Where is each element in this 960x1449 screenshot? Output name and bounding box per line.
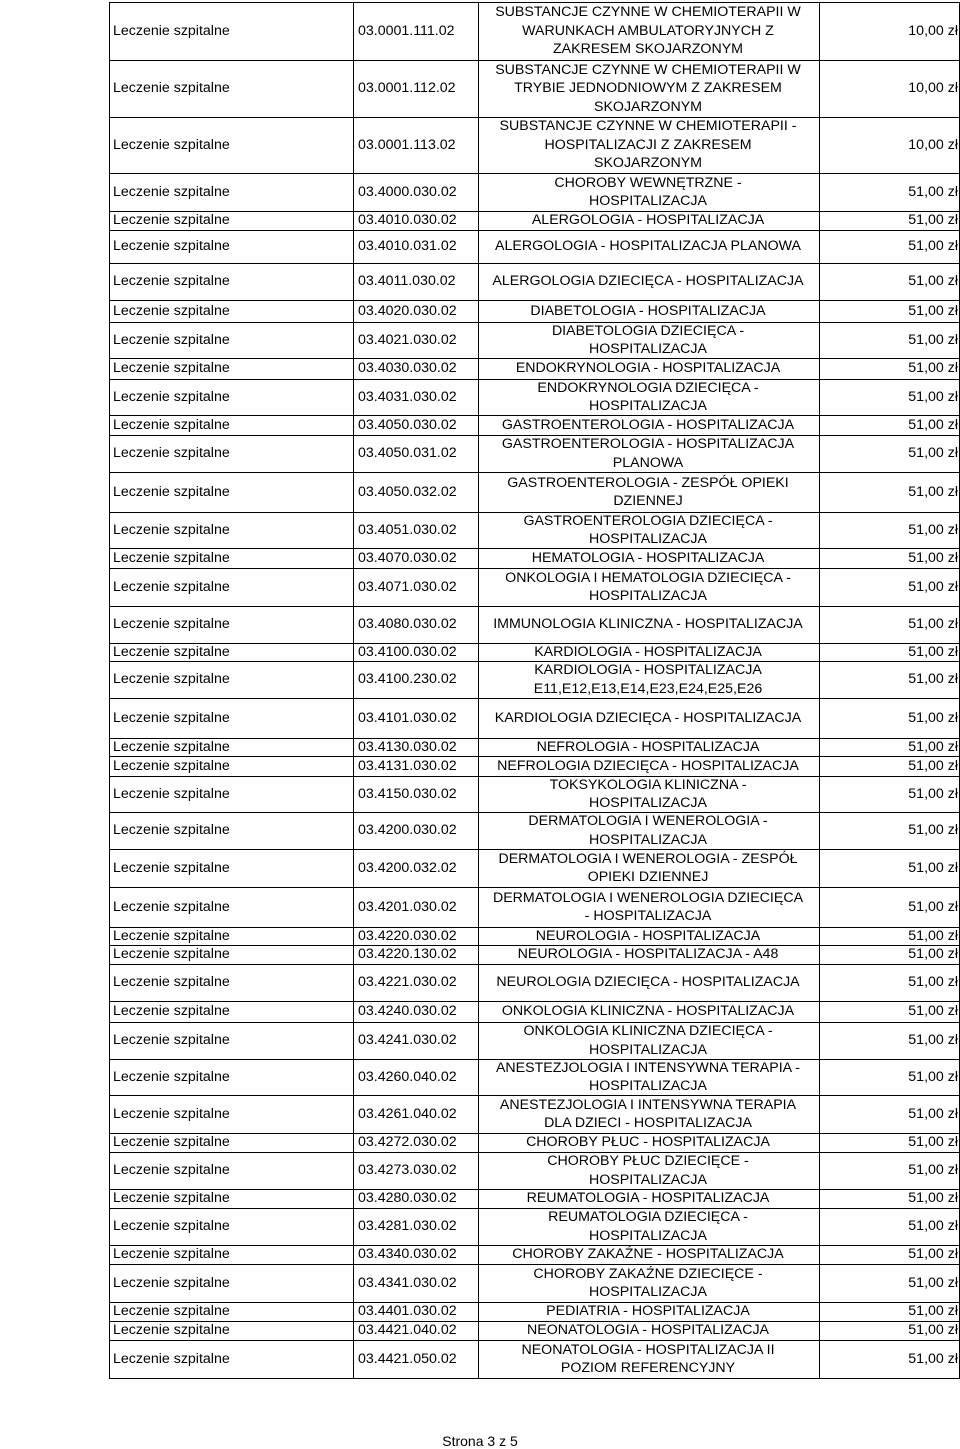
page-number: Strona 3 z 5 bbox=[442, 1433, 518, 1449]
price-cell: 51,00 zł bbox=[908, 388, 958, 405]
price-cell: 51,00 zł bbox=[908, 445, 958, 462]
name-cell bbox=[479, 272, 817, 291]
price-cell: 51,00 zł bbox=[908, 671, 958, 688]
name-line: HOSPITALIZACJA bbox=[589, 1041, 707, 1058]
category-cell: Leczenie szpitalne bbox=[113, 709, 230, 726]
name-line: CHOROBY WEWNĘTRZNE - bbox=[554, 174, 742, 191]
price-cell: 51,00 zł bbox=[908, 1218, 958, 1235]
name-line: E11,E12,E13,E14,E23,E24,E25,E26 bbox=[533, 680, 763, 697]
name-cell bbox=[479, 174, 817, 211]
name-line: GASTROENTEROLOGIA DZIECIĘCA - bbox=[523, 512, 773, 529]
price-cell: 51,00 zł bbox=[908, 1246, 958, 1263]
name-cell bbox=[479, 945, 817, 964]
category-cell: Leczenie szpitalne bbox=[113, 183, 230, 200]
price-cell: 51,00 zł bbox=[908, 360, 958, 377]
code-cell: 03.4200.032.02 bbox=[358, 859, 457, 876]
name-cell bbox=[479, 61, 817, 117]
category-cell: Leczenie szpitalne bbox=[113, 416, 230, 433]
name-cell bbox=[479, 3, 817, 59]
category-cell: Leczenie szpitalne bbox=[113, 22, 230, 39]
name-line: KARDIOLOGIA - HOSPITALIZACJA bbox=[534, 643, 762, 660]
category-cell: Leczenie szpitalne bbox=[113, 388, 230, 405]
table-row bbox=[109, 606, 960, 643]
name-line: GASTROENTEROLOGIA - HOSPITALIZACJA bbox=[501, 416, 795, 433]
code-cell: 03.4051.030.02 bbox=[358, 521, 457, 538]
code-cell: 03.4050.031.02 bbox=[358, 445, 457, 462]
table-row bbox=[109, 173, 960, 211]
category-cell: Leczenie szpitalne bbox=[113, 578, 230, 595]
name-cell bbox=[479, 549, 817, 568]
category-cell: Leczenie szpitalne bbox=[113, 1303, 230, 1320]
code-cell: 03.4130.030.02 bbox=[358, 738, 457, 755]
table-row bbox=[109, 776, 960, 812]
code-cell: 03.0001.112.02 bbox=[358, 80, 456, 97]
table-row bbox=[109, 1208, 960, 1245]
name-cell bbox=[479, 1022, 817, 1059]
price-cell: 51,00 zł bbox=[908, 785, 958, 802]
code-cell: 03.4150.030.02 bbox=[358, 785, 457, 802]
price-cell: 51,00 zł bbox=[908, 898, 958, 915]
category-cell: Leczenie szpitalne bbox=[113, 738, 230, 755]
name-line: CHOROBY ZAKAŹNE DZIECIĘCE - bbox=[533, 1265, 763, 1282]
code-cell: 03.4281.030.02 bbox=[358, 1218, 457, 1235]
code-cell: 03.4031.030.02 bbox=[358, 388, 457, 405]
code-cell: 03.0001.113.02 bbox=[358, 136, 456, 153]
name-line: NEONATOLOGIA - HOSPITALIZACJA bbox=[526, 1322, 770, 1339]
table-row bbox=[109, 415, 960, 435]
name-line: HOSPITALIZACJA bbox=[589, 398, 707, 414]
name-cell bbox=[479, 1208, 817, 1245]
table-row bbox=[109, 472, 960, 512]
name-line: PEDIATRIA - HOSPITALIZACJA bbox=[546, 1303, 750, 1320]
name-line: DIABETOLOGIA DZIECIĘCA - bbox=[551, 322, 745, 339]
price-cell: 51,00 zł bbox=[908, 1162, 958, 1179]
code-cell: 03.4260.040.02 bbox=[358, 1068, 457, 1085]
name-cell bbox=[479, 757, 817, 776]
name-cell bbox=[479, 1341, 817, 1378]
category-cell: Leczenie szpitalne bbox=[113, 238, 230, 255]
table-row bbox=[109, 945, 960, 964]
table-row bbox=[109, 117, 960, 173]
name-cell bbox=[479, 973, 817, 992]
category-cell: Leczenie szpitalne bbox=[113, 1190, 230, 1207]
name-cell bbox=[479, 709, 817, 728]
price-cell: 51,00 zł bbox=[908, 1068, 958, 1085]
price-cell: 51,00 zł bbox=[908, 738, 958, 755]
category-cell: Leczenie szpitalne bbox=[113, 80, 230, 97]
name-line: HOSPITALIZACJI Z ZAKRESEM bbox=[544, 136, 752, 153]
name-line: DERMATOLOGIA I WENEROLOGIA - ZESPÓŁ bbox=[498, 850, 798, 867]
table-row bbox=[109, 661, 960, 698]
category-cell: Leczenie szpitalne bbox=[113, 136, 230, 153]
price-cell: 51,00 zł bbox=[908, 974, 958, 991]
table-row bbox=[109, 358, 960, 379]
name-line: ENDOKRYNOLOGIA - HOSPITALIZACJA bbox=[515, 360, 781, 377]
name-cell bbox=[479, 1189, 817, 1208]
table-row bbox=[109, 1302, 960, 1321]
table-row bbox=[109, 568, 960, 606]
category-cell: Leczenie szpitalne bbox=[113, 757, 230, 774]
name-line: SUBSTANCJE CZYNNE W CHEMIOTERAPII W bbox=[495, 61, 801, 78]
table-row bbox=[109, 1133, 960, 1152]
table-row bbox=[109, 512, 960, 548]
category-cell: Leczenie szpitalne bbox=[113, 483, 230, 500]
name-line: ONKOLOGIA KLINICZNA DZIECIĘCA - bbox=[523, 1023, 773, 1039]
category-cell: Leczenie szpitalne bbox=[113, 549, 230, 566]
code-cell: 03.4273.030.02 bbox=[358, 1162, 457, 1179]
name-cell bbox=[479, 1245, 817, 1264]
name-cell bbox=[479, 738, 817, 757]
code-cell: 03.4080.030.02 bbox=[358, 616, 457, 633]
name-line: DLA DZIECI - HOSPITALIZACJA bbox=[544, 1115, 752, 1131]
name-line: HOSPITALIZACJA bbox=[589, 1078, 707, 1094]
table-row bbox=[109, 887, 960, 927]
name-line: DIABETOLOGIA - HOSPITALIZACJA bbox=[530, 302, 766, 319]
name-cell bbox=[479, 661, 817, 698]
name-line: PLANOWA bbox=[612, 454, 684, 471]
code-cell: 03.4261.040.02 bbox=[358, 1105, 457, 1122]
price-cell: 51,00 zł bbox=[908, 1350, 958, 1367]
name-line: HEMATOLOGIA - HOSPITALIZACJA bbox=[531, 549, 765, 566]
category-cell: Leczenie szpitalne bbox=[113, 859, 230, 876]
name-line: REUMATOLOGIA DZIECIĘCA - bbox=[548, 1209, 748, 1225]
name-line: NEUROLOGIA DZIECIĘCA - HOSPITALIZACJA bbox=[496, 974, 800, 991]
table-row bbox=[109, 812, 960, 849]
category-cell: Leczenie szpitalne bbox=[113, 1105, 230, 1122]
code-cell: 03.4340.030.02 bbox=[358, 1246, 457, 1263]
name-cell bbox=[479, 359, 817, 378]
category-cell: Leczenie szpitalne bbox=[113, 1218, 230, 1235]
table-row bbox=[109, 1340, 960, 1378]
table-row bbox=[109, 1321, 960, 1340]
category-cell: Leczenie szpitalne bbox=[113, 331, 230, 348]
price-cell: 51,00 zł bbox=[908, 859, 958, 876]
name-line: DERMATOLOGIA I WENEROLOGIA DZIECIĘCA bbox=[492, 889, 804, 906]
code-cell: 03.4021.030.02 bbox=[358, 331, 457, 348]
name-line: KARDIOLOGIA DZIECIĘCA - HOSPITALIZACJA bbox=[494, 709, 802, 726]
name-line: POZIOM REFERENCYJNY bbox=[560, 1360, 736, 1376]
price-cell: 51,00 zł bbox=[908, 302, 958, 319]
price-cell: 51,00 zł bbox=[908, 1322, 958, 1339]
code-cell: 03.4100.030.02 bbox=[358, 643, 457, 660]
name-line: CHOROBY PŁUC - HOSPITALIZACJA bbox=[526, 1134, 770, 1151]
name-line: HOSPITALIZACJA bbox=[589, 531, 707, 547]
name-line: SUBSTANCJE CZYNNE W CHEMIOTERAPII - bbox=[499, 118, 797, 135]
name-cell bbox=[479, 512, 817, 549]
category-cell: Leczenie szpitalne bbox=[113, 898, 230, 915]
name-line: HOSPITALIZACJA bbox=[589, 588, 707, 604]
name-cell bbox=[479, 416, 817, 435]
category-cell: Leczenie szpitalne bbox=[113, 1246, 230, 1263]
category-cell: Leczenie szpitalne bbox=[113, 1274, 230, 1291]
name-line: HOSPITALIZACJA bbox=[589, 341, 707, 357]
price-cell: 10,00 zł bbox=[908, 22, 958, 39]
name-line: REUMATOLOGIA - HOSPITALIZACJA bbox=[526, 1190, 770, 1207]
price-cell: 51,00 zł bbox=[908, 521, 958, 538]
name-line: TRYBIE JEDNODNIOWYM Z ZAKRESEM bbox=[514, 80, 782, 97]
price-cell: 51,00 zł bbox=[908, 1105, 958, 1122]
price-cell: 51,00 zł bbox=[908, 822, 958, 839]
name-line: NEONATOLOGIA - HOSPITALIZACJA II bbox=[521, 1341, 775, 1358]
code-cell: 03.4421.040.02 bbox=[358, 1322, 457, 1339]
table-row bbox=[109, 849, 960, 887]
category-cell: Leczenie szpitalne bbox=[113, 521, 230, 538]
code-cell: 03.4011.030.02 bbox=[358, 273, 456, 290]
code-cell: 03.4201.030.02 bbox=[358, 898, 457, 915]
price-cell: 51,00 zł bbox=[908, 1190, 958, 1207]
name-cell bbox=[479, 927, 817, 946]
code-cell: 03.4101.030.02 bbox=[358, 709, 457, 726]
name-cell bbox=[479, 643, 817, 662]
category-cell: Leczenie szpitalne bbox=[113, 360, 230, 377]
code-cell: 03.4280.030.02 bbox=[358, 1190, 457, 1207]
code-cell: 03.4421.050.02 bbox=[358, 1350, 457, 1367]
price-cell: 51,00 zł bbox=[908, 1032, 958, 1049]
name-line: ONKOLOGIA KLINICZNA - HOSPITALIZACJA bbox=[501, 1003, 795, 1020]
name-line: HOSPITALIZACJA bbox=[589, 1227, 707, 1244]
price-cell: 51,00 zł bbox=[908, 183, 958, 200]
name-line: HOSPITALIZACJA bbox=[589, 193, 707, 209]
name-line: ALERGOLOGIA DZIECIĘCA - HOSPITALIZACJA bbox=[492, 273, 804, 290]
price-cell: 51,00 zł bbox=[908, 1303, 958, 1320]
name-line: NEUROLOGIA - HOSPITALIZACJA bbox=[535, 927, 761, 944]
name-line: GASTROENTEROLOGIA - ZESPÓŁ OPIEKI bbox=[507, 474, 789, 491]
name-cell bbox=[479, 117, 817, 173]
code-cell: 03.4071.030.02 bbox=[358, 578, 457, 595]
price-cell: 10,00 zł bbox=[908, 80, 958, 97]
category-cell: Leczenie szpitalne bbox=[113, 1350, 230, 1367]
name-cell bbox=[479, 812, 817, 849]
name-cell bbox=[479, 615, 817, 634]
table-row bbox=[109, 964, 960, 1001]
code-cell: 03.4240.030.02 bbox=[358, 1003, 457, 1020]
table-row bbox=[109, 1189, 960, 1208]
table-row bbox=[109, 698, 960, 738]
name-line: SKOJARZONYM bbox=[594, 98, 702, 115]
name-line: TOKSYKOLOGIA KLINICZNA - bbox=[549, 776, 747, 793]
name-cell bbox=[479, 1096, 817, 1133]
name-line: SUBSTANCJE CZYNNE W CHEMIOTERAPII W bbox=[495, 4, 801, 21]
table-row bbox=[109, 1001, 960, 1022]
name-cell bbox=[479, 1133, 817, 1152]
table-row bbox=[109, 263, 960, 300]
price-cell: 51,00 zł bbox=[908, 483, 958, 500]
code-cell: 03.4272.030.02 bbox=[358, 1134, 457, 1151]
price-cell: 51,00 zł bbox=[908, 927, 958, 944]
code-cell: 03.4200.030.02 bbox=[358, 822, 457, 839]
category-cell: Leczenie szpitalne bbox=[113, 1162, 230, 1179]
code-cell: 03.4341.030.02 bbox=[358, 1274, 457, 1291]
table-row bbox=[109, 1264, 960, 1302]
price-cell: 51,00 zł bbox=[908, 331, 958, 348]
price-cell: 51,00 zł bbox=[908, 578, 958, 595]
name-line: WARUNKACH AMBULATORYJNYCH Z bbox=[522, 22, 774, 39]
category-cell: Leczenie szpitalne bbox=[113, 273, 230, 290]
price-cell: 51,00 zł bbox=[908, 1134, 958, 1151]
price-cell: 51,00 zł bbox=[908, 1274, 958, 1291]
name-line: ONKOLOGIA I HEMATOLOGIA DZIECIĘCA - bbox=[505, 569, 791, 586]
name-line: CHOROBY ZAKAŹNE - HOSPITALIZACJA bbox=[512, 1246, 784, 1263]
table-row bbox=[109, 60, 960, 117]
price-cell: 51,00 zł bbox=[908, 709, 958, 726]
category-cell: Leczenie szpitalne bbox=[113, 785, 230, 802]
category-cell: Leczenie szpitalne bbox=[113, 1003, 230, 1020]
table-row bbox=[109, 1059, 960, 1095]
table-row bbox=[109, 927, 960, 945]
table-row bbox=[109, 2, 960, 60]
table-row bbox=[109, 435, 960, 472]
category-cell: Leczenie szpitalne bbox=[113, 302, 230, 319]
name-line: CHOROBY PŁUC DZIECIĘCE - bbox=[547, 1153, 749, 1169]
name-line: ZAKRESEM SKOJARZONYM bbox=[553, 41, 743, 58]
table-row bbox=[109, 1245, 960, 1264]
name-cell bbox=[479, 889, 817, 926]
code-cell: 03.4401.030.02 bbox=[358, 1303, 457, 1320]
name-line: DERMATOLOGIA I WENEROLOGIA - bbox=[528, 813, 768, 829]
name-line: DZIENNEJ bbox=[613, 493, 683, 509]
name-line: HOSPITALIZACJA bbox=[589, 831, 707, 848]
name-line: NEUROLOGIA - HOSPITALIZACJA - A48 bbox=[517, 946, 779, 963]
name-line: NEFROLOGIA - HOSPITALIZACJA bbox=[536, 738, 760, 755]
category-cell: Leczenie szpitalne bbox=[113, 616, 230, 633]
table-row bbox=[109, 230, 960, 263]
category-cell: Leczenie szpitalne bbox=[113, 946, 230, 963]
name-line: HOSPITALIZACJA bbox=[589, 795, 707, 811]
name-cell bbox=[479, 322, 817, 359]
code-cell: 03.4220.030.02 bbox=[358, 927, 457, 944]
name-cell bbox=[479, 435, 817, 472]
price-cell: 51,00 zł bbox=[908, 757, 958, 774]
price-cell: 51,00 zł bbox=[908, 1003, 958, 1020]
category-cell: Leczenie szpitalne bbox=[113, 643, 230, 660]
name-cell bbox=[479, 776, 817, 813]
name-line: HOSPITALIZACJA bbox=[589, 1171, 707, 1188]
code-cell: 03.4070.030.02 bbox=[358, 549, 457, 566]
code-cell: 03.4220.130.02 bbox=[358, 946, 457, 963]
code-cell: 03.4000.030.02 bbox=[358, 183, 457, 200]
code-cell: 03.4030.030.02 bbox=[358, 360, 457, 377]
name-cell bbox=[479, 237, 817, 256]
name-line: OPIEKI DZIENNEJ bbox=[587, 869, 709, 885]
name-line: ALERGOLOGIA - HOSPITALIZACJA bbox=[531, 212, 765, 229]
name-line: NEFROLOGIA DZIECIĘCA - HOSPITALIZACJA bbox=[497, 757, 799, 774]
name-line: - HOSPITALIZACJA bbox=[584, 908, 712, 924]
price-cell: 51,00 zł bbox=[908, 212, 958, 229]
name-line: HOSPITALIZACJA bbox=[589, 1284, 707, 1300]
name-line: ENDOKRYNOLOGIA DZIECIĘCA - bbox=[537, 379, 759, 396]
name-line: ALERGOLOGIA - HOSPITALIZACJA PLANOWA bbox=[495, 238, 801, 255]
table-row bbox=[109, 548, 960, 568]
table-row bbox=[109, 211, 960, 230]
table-row bbox=[109, 322, 960, 358]
name-line: KARDIOLOGIA - HOSPITALIZACJA bbox=[534, 662, 762, 678]
name-cell bbox=[479, 302, 817, 321]
code-cell: 03.4100.230.02 bbox=[358, 671, 457, 688]
code-cell: 03.4020.030.02 bbox=[358, 302, 457, 319]
row-divider bbox=[109, 1378, 960, 1379]
name-cell bbox=[479, 1302, 817, 1321]
category-cell: Leczenie szpitalne bbox=[113, 1068, 230, 1085]
name-line: ANESTEZJOLOGIA I INTENSYWNA TERAPIA - bbox=[495, 1059, 801, 1076]
name-line: GASTROENTEROLOGIA - HOSPITALIZACJA bbox=[501, 436, 795, 452]
table-row bbox=[109, 1152, 960, 1189]
table-row bbox=[109, 300, 960, 322]
code-cell: 03.4050.030.02 bbox=[358, 416, 457, 433]
code-cell: 03.4050.032.02 bbox=[358, 483, 457, 500]
table-row bbox=[109, 1022, 960, 1059]
name-line: SKOJARZONYM bbox=[594, 155, 702, 172]
code-cell: 03.4010.030.02 bbox=[358, 212, 457, 229]
table-row bbox=[109, 738, 960, 756]
code-cell: 03.0001.111.02 bbox=[358, 22, 455, 39]
category-cell: Leczenie szpitalne bbox=[113, 212, 230, 229]
category-cell: Leczenie szpitalne bbox=[113, 927, 230, 944]
category-cell: Leczenie szpitalne bbox=[113, 974, 230, 991]
table-row bbox=[109, 643, 960, 661]
name-cell bbox=[479, 1059, 817, 1096]
price-cell: 51,00 zł bbox=[908, 273, 958, 290]
code-cell: 03.4241.030.02 bbox=[358, 1032, 457, 1049]
code-cell: 03.4010.031.02 bbox=[358, 238, 457, 255]
table-row bbox=[109, 1095, 960, 1133]
price-cell: 51,00 zł bbox=[908, 946, 958, 963]
price-cell: 10,00 zł bbox=[908, 136, 958, 153]
category-cell: Leczenie szpitalne bbox=[113, 1134, 230, 1151]
category-cell: Leczenie szpitalne bbox=[113, 1322, 230, 1339]
name-cell bbox=[479, 1002, 817, 1021]
price-cell: 51,00 zł bbox=[908, 643, 958, 660]
name-cell bbox=[479, 379, 817, 416]
name-cell bbox=[479, 474, 817, 511]
code-cell: 03.4131.030.02 bbox=[358, 757, 457, 774]
table-row bbox=[109, 756, 960, 776]
table-row bbox=[109, 379, 960, 415]
category-cell: Leczenie szpitalne bbox=[113, 1032, 230, 1049]
category-cell: Leczenie szpitalne bbox=[113, 445, 230, 462]
name-line: IMMUNOLOGIA KLINICZNA - HOSPITALIZACJA bbox=[493, 616, 803, 633]
price-cell: 51,00 zł bbox=[908, 416, 958, 433]
category-cell: Leczenie szpitalne bbox=[113, 822, 230, 839]
code-cell: 03.4221.030.02 bbox=[358, 974, 457, 991]
name-cell bbox=[479, 850, 817, 887]
name-cell bbox=[479, 1265, 817, 1302]
name-cell bbox=[479, 569, 817, 606]
category-cell: Leczenie szpitalne bbox=[113, 671, 230, 688]
name-line: ANESTEZJOLOGIA I INTENSYWNA TERAPIA bbox=[499, 1096, 797, 1113]
price-cell: 51,00 zł bbox=[908, 238, 958, 255]
price-cell: 51,00 zł bbox=[908, 549, 958, 566]
name-cell bbox=[479, 1152, 817, 1189]
name-cell bbox=[479, 1321, 817, 1340]
name-cell bbox=[479, 211, 817, 230]
price-cell: 51,00 zł bbox=[908, 616, 958, 633]
